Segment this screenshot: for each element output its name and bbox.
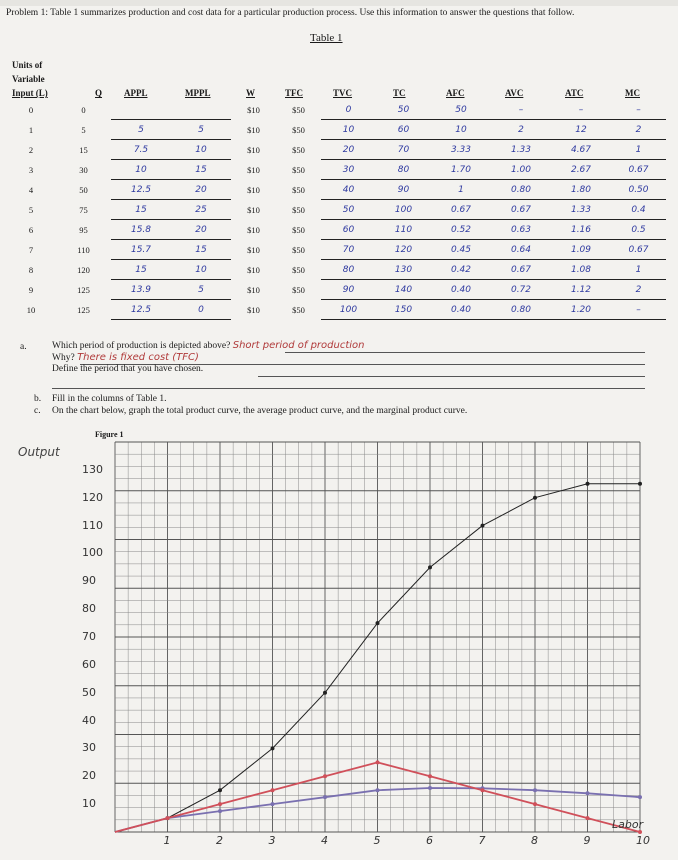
ap-curve-point [533,788,537,792]
table-cell-appl: 15.7 [111,240,171,260]
y-tick-label: 30 [82,741,96,755]
table-cell-mc: 1 [611,140,666,160]
y-tick-label: 80 [82,602,96,616]
table-cell-mppl: 20 [171,220,231,240]
col-header-q: Q [95,88,103,98]
table-cell-q: 95 [79,224,88,235]
mp-curve-point [271,788,275,792]
y-tick-label: 100 [82,546,103,560]
table-cell-tfc: $50 [292,184,305,195]
table-cell-mc: – [611,300,666,320]
table-cell-mppl: 10 [171,140,231,160]
table-cell-tc: 60 [376,120,431,140]
table-cell-avc: 0.67 [491,260,551,280]
table-cell-appl: 12.5 [111,300,171,320]
table-cell-tfc: $50 [292,104,305,115]
ap-curve-point [218,809,222,813]
y-tick-label: 120 [82,490,103,504]
tp-curve-point [638,482,642,486]
table-cell-l: 5 [28,204,34,215]
table-cell-avc: 0.80 [491,180,551,200]
table-cell-tvc: 20 [321,140,376,160]
problem-text: Problem 1: Table 1 summarizes production and cost data for a particular production process. Use this information to answer the questions that follow. [6,8,575,18]
table-cell-mppl: 10 [171,260,231,280]
y-tick-label: 60 [82,657,96,671]
table-cell-mc: 0.5 [611,220,666,240]
table-cell-avc: 0.67 [491,200,551,220]
mp-curve-point [481,788,485,792]
table-cell-l: 1 [28,124,34,135]
table-cell-mc: 1 [611,260,666,280]
table-cell-mppl: 20 [171,180,231,200]
question-a-q1-text: Which period of production is depicted above? [52,341,231,351]
table-cell-tfc: $50 [292,264,305,275]
table-cell-l: 4 [28,184,34,195]
ap-curve-point [323,795,327,799]
tp-curve-point [376,621,380,625]
table-cell-mc: 0.67 [611,160,666,180]
question-b-text: Fill in the columns of Table 1. [52,394,167,404]
table-cell-afc: 0.40 [431,280,491,300]
table-cell-tvc: 50 [321,200,376,220]
table-cell-avc: 0.64 [491,240,551,260]
table-cell-tvc: 30 [321,160,376,180]
mp-curve-point [166,816,170,820]
table-cell-tvc: 0 [321,100,376,120]
table-cell-tvc: 60 [321,220,376,240]
table-cell-tc: 70 [376,140,431,160]
table-cell-l: 0 [28,104,34,115]
table-cell-q: 30 [79,164,88,175]
table-cell-tc: 100 [376,200,431,220]
table-cell-tfc: $50 [292,244,305,255]
table-cell-w: $10 [247,124,260,135]
col-header-avc: AVC [505,88,524,98]
col-header-tc: TC [393,88,406,98]
mp-curve-point [323,774,327,778]
col-header-atc: ATC [565,88,584,98]
x-tick-label: 9 [583,834,591,847]
col-header-afc: AFC [446,88,465,98]
question-a-q3: Define the period that you have chosen. [52,364,204,374]
col-header-tfc: TFC [285,88,303,98]
table-cell-appl: 15 [111,260,171,280]
table-cell-avc: 0.63 [491,220,551,240]
tp-curve-point [428,565,432,569]
table-cell-tc: 90 [376,180,431,200]
table-cell-q: 125 [77,304,90,315]
tp-curve-point [271,746,275,750]
ap-curve-point [376,788,380,792]
table-cell-w: $10 [247,184,260,195]
table-cell-mppl: 5 [171,120,231,140]
table-cell-mppl: 25 [171,200,231,220]
table-cell-l: 7 [28,244,34,255]
tp-curve-point [481,524,485,528]
y-tick-label: 110 [82,518,103,532]
table-cell-afc: 50 [431,100,491,120]
x-tick-label: 8 [531,834,538,847]
table-cell-l: 8 [28,264,34,275]
table-cell-mc: – [611,100,666,120]
table-cell-w: $10 [247,284,260,295]
tp-curve-point [533,496,537,500]
table-cell-avc: 0.72 [491,280,551,300]
table-cell-q: 15 [79,144,88,155]
table-cell-tc: 50 [376,100,431,120]
question-a-answer-2: There is fixed cost (TFC) [77,352,199,363]
table-cell-w: $10 [247,224,260,235]
table-cell-appl: 5 [111,120,171,140]
ap-curve-point [271,802,275,806]
table-cell-mc: 0.50 [611,180,666,200]
x-tick-label: 6 [426,834,433,847]
col-header-w: W [246,88,255,98]
table-cell-w: $10 [247,304,260,315]
x-tick-label: 3 [268,834,276,847]
y-tick-label: 90 [82,574,96,588]
table-cell-avc: 1.33 [491,140,551,160]
question-a-label: a. [20,342,27,352]
table-cell-avc: 1.00 [491,160,551,180]
question-a-answer-1: Short period of production [232,340,365,351]
table-cell-mppl: 0 [171,300,231,320]
table-cell-tc: 140 [376,280,431,300]
table-title: Table 1 [310,32,343,44]
ap-curve-point [638,795,642,799]
question-a-q2-text: Why? [52,353,75,363]
table-cell-atc: 4.67 [551,140,611,160]
table-cell-mppl: 15 [171,160,231,180]
tp-curve-point [586,482,590,486]
y-tick-label: 130 [82,462,103,476]
y-axis-label: Output [18,445,60,459]
col-header-mc: MC [625,88,640,98]
table-cell-appl: 10 [111,160,171,180]
table-cell-afc: 1.70 [431,160,491,180]
mp-curve-point [376,760,380,764]
table-cell-mppl: 5 [171,280,231,300]
table-cell-avc: – [491,100,551,120]
table-cell-afc: 10 [431,120,491,140]
table-cell-mc: 2 [611,280,666,300]
table-cell-tvc: 40 [321,180,376,200]
x-axis-label: Labor [612,818,644,831]
mp-curve-point [428,774,432,778]
tp-curve-point [218,788,222,792]
table-cell-q: 120 [77,264,90,275]
table-cell-tc: 130 [376,260,431,280]
x-tick-label: 1 [163,834,171,847]
table-cell-atc: 12 [551,120,611,140]
table-cell-tvc: 100 [321,300,376,320]
ap-curve-point [586,791,590,795]
table-cell-q: 5 [81,124,86,135]
table-cell-w: $10 [247,164,260,175]
table-cell-w: $10 [247,244,260,255]
table-cell-l: 2 [28,144,34,155]
table-cell-tvc: 10 [321,120,376,140]
table-cell-atc: 1.20 [551,300,611,320]
table-cell-tfc: $50 [292,164,305,175]
col-header-mppl: MPPL [185,88,211,98]
table-cell-afc: 0.45 [431,240,491,260]
mp-curve-point [586,816,590,820]
table-cell-q: 125 [77,284,90,295]
table-cell-w: $10 [247,144,260,155]
table-cell-q: 75 [79,204,88,215]
table-cell-tc: 80 [376,160,431,180]
table-cell-l: 3 [28,164,34,175]
question-b-label: b. [34,394,42,404]
table-cell-l: 9 [28,284,34,295]
x-tick-label: 7 [478,834,486,847]
x-tick-label: 10 [636,834,650,847]
y-tick-label: 20 [82,769,96,783]
table-cell-tfc: $50 [292,144,305,155]
table-cell-atc: 2.67 [551,160,611,180]
table-cell-mppl: 15 [171,240,231,260]
y-tick-label: 50 [82,685,96,699]
table-cell-tfc: $50 [292,124,305,135]
question-c-text: On the chart below, graph the total product curve, the average product curve, and the marginal product curve. [52,406,468,416]
table-cell-atc: 1.12 [551,280,611,300]
table-cell-q: 0 [81,104,86,115]
table-cell-atc: 1.09 [551,240,611,260]
table-cell-w: $10 [247,104,260,115]
col-header-appl: APPL [124,88,148,98]
table-cell-tc: 150 [376,300,431,320]
y-tick-label: 70 [82,630,96,643]
table-cell-afc: 3.33 [431,140,491,160]
units-header-line: Variable [12,74,45,84]
table-cell-tfc: $50 [292,304,305,315]
table-cell-tvc: 70 [321,240,376,260]
table-cell-mc: 2 [611,120,666,140]
table-cell-atc: 1.16 [551,220,611,240]
table-cell-appl: 15.8 [111,220,171,240]
table-cell-appl: 7.5 [111,140,171,160]
table-cell-afc: 0.40 [431,300,491,320]
x-tick-label: 5 [373,834,381,847]
table-cell-l: 6 [28,224,34,235]
y-tick-label: 10 [82,797,96,811]
table-cell-atc: 1.08 [551,260,611,280]
table-cell-l: 10 [26,304,36,315]
table-cell-tfc: $50 [292,224,305,235]
table-cell-afc: 0.52 [431,220,491,240]
table-cell-tvc: 80 [321,260,376,280]
table-cell-atc: 1.80 [551,180,611,200]
x-tick-label: 4 [321,834,328,847]
mp-curve-point [533,802,537,806]
table-cell-mc: 0.4 [611,200,666,220]
table-cell-afc: 0.42 [431,260,491,280]
table-cell-tc: 120 [376,240,431,260]
question-c-label: c. [34,406,41,416]
table-cell-mc: 0.67 [611,240,666,260]
table-cell-q: 50 [79,184,88,195]
x-tick-label: 2 [216,834,223,847]
units-header-line: Input (L) [12,88,48,98]
tp-curve-point [323,691,327,695]
table-cell-appl: 13.9 [111,280,171,300]
table-cell-avc: 0.80 [491,300,551,320]
table-cell-appl: 15 [111,200,171,220]
table-cell-avc: 2 [491,120,551,140]
ap-curve-point [428,786,432,790]
table-cell-appl: 12.5 [111,180,171,200]
table-cell-w: $10 [247,264,260,275]
table-cell-atc: – [551,100,611,120]
table-cell-w: $10 [247,204,260,215]
table-cell-afc: 0.67 [431,200,491,220]
table-cell-afc: 1 [431,180,491,200]
figure-label: Figure 1 [95,430,124,439]
y-tick-label: 40 [82,713,96,727]
mp-curve-point [218,802,222,806]
col-header-tvc: TVC [333,88,353,98]
table-cell-atc: 1.33 [551,200,611,220]
table-cell-q: 110 [77,244,90,255]
table-cell-tvc: 90 [321,280,376,300]
table-cell-tc: 110 [376,220,431,240]
table-cell-tfc: $50 [292,204,305,215]
table-cell-tfc: $50 [292,284,305,295]
units-header-line: Units of [12,60,43,70]
